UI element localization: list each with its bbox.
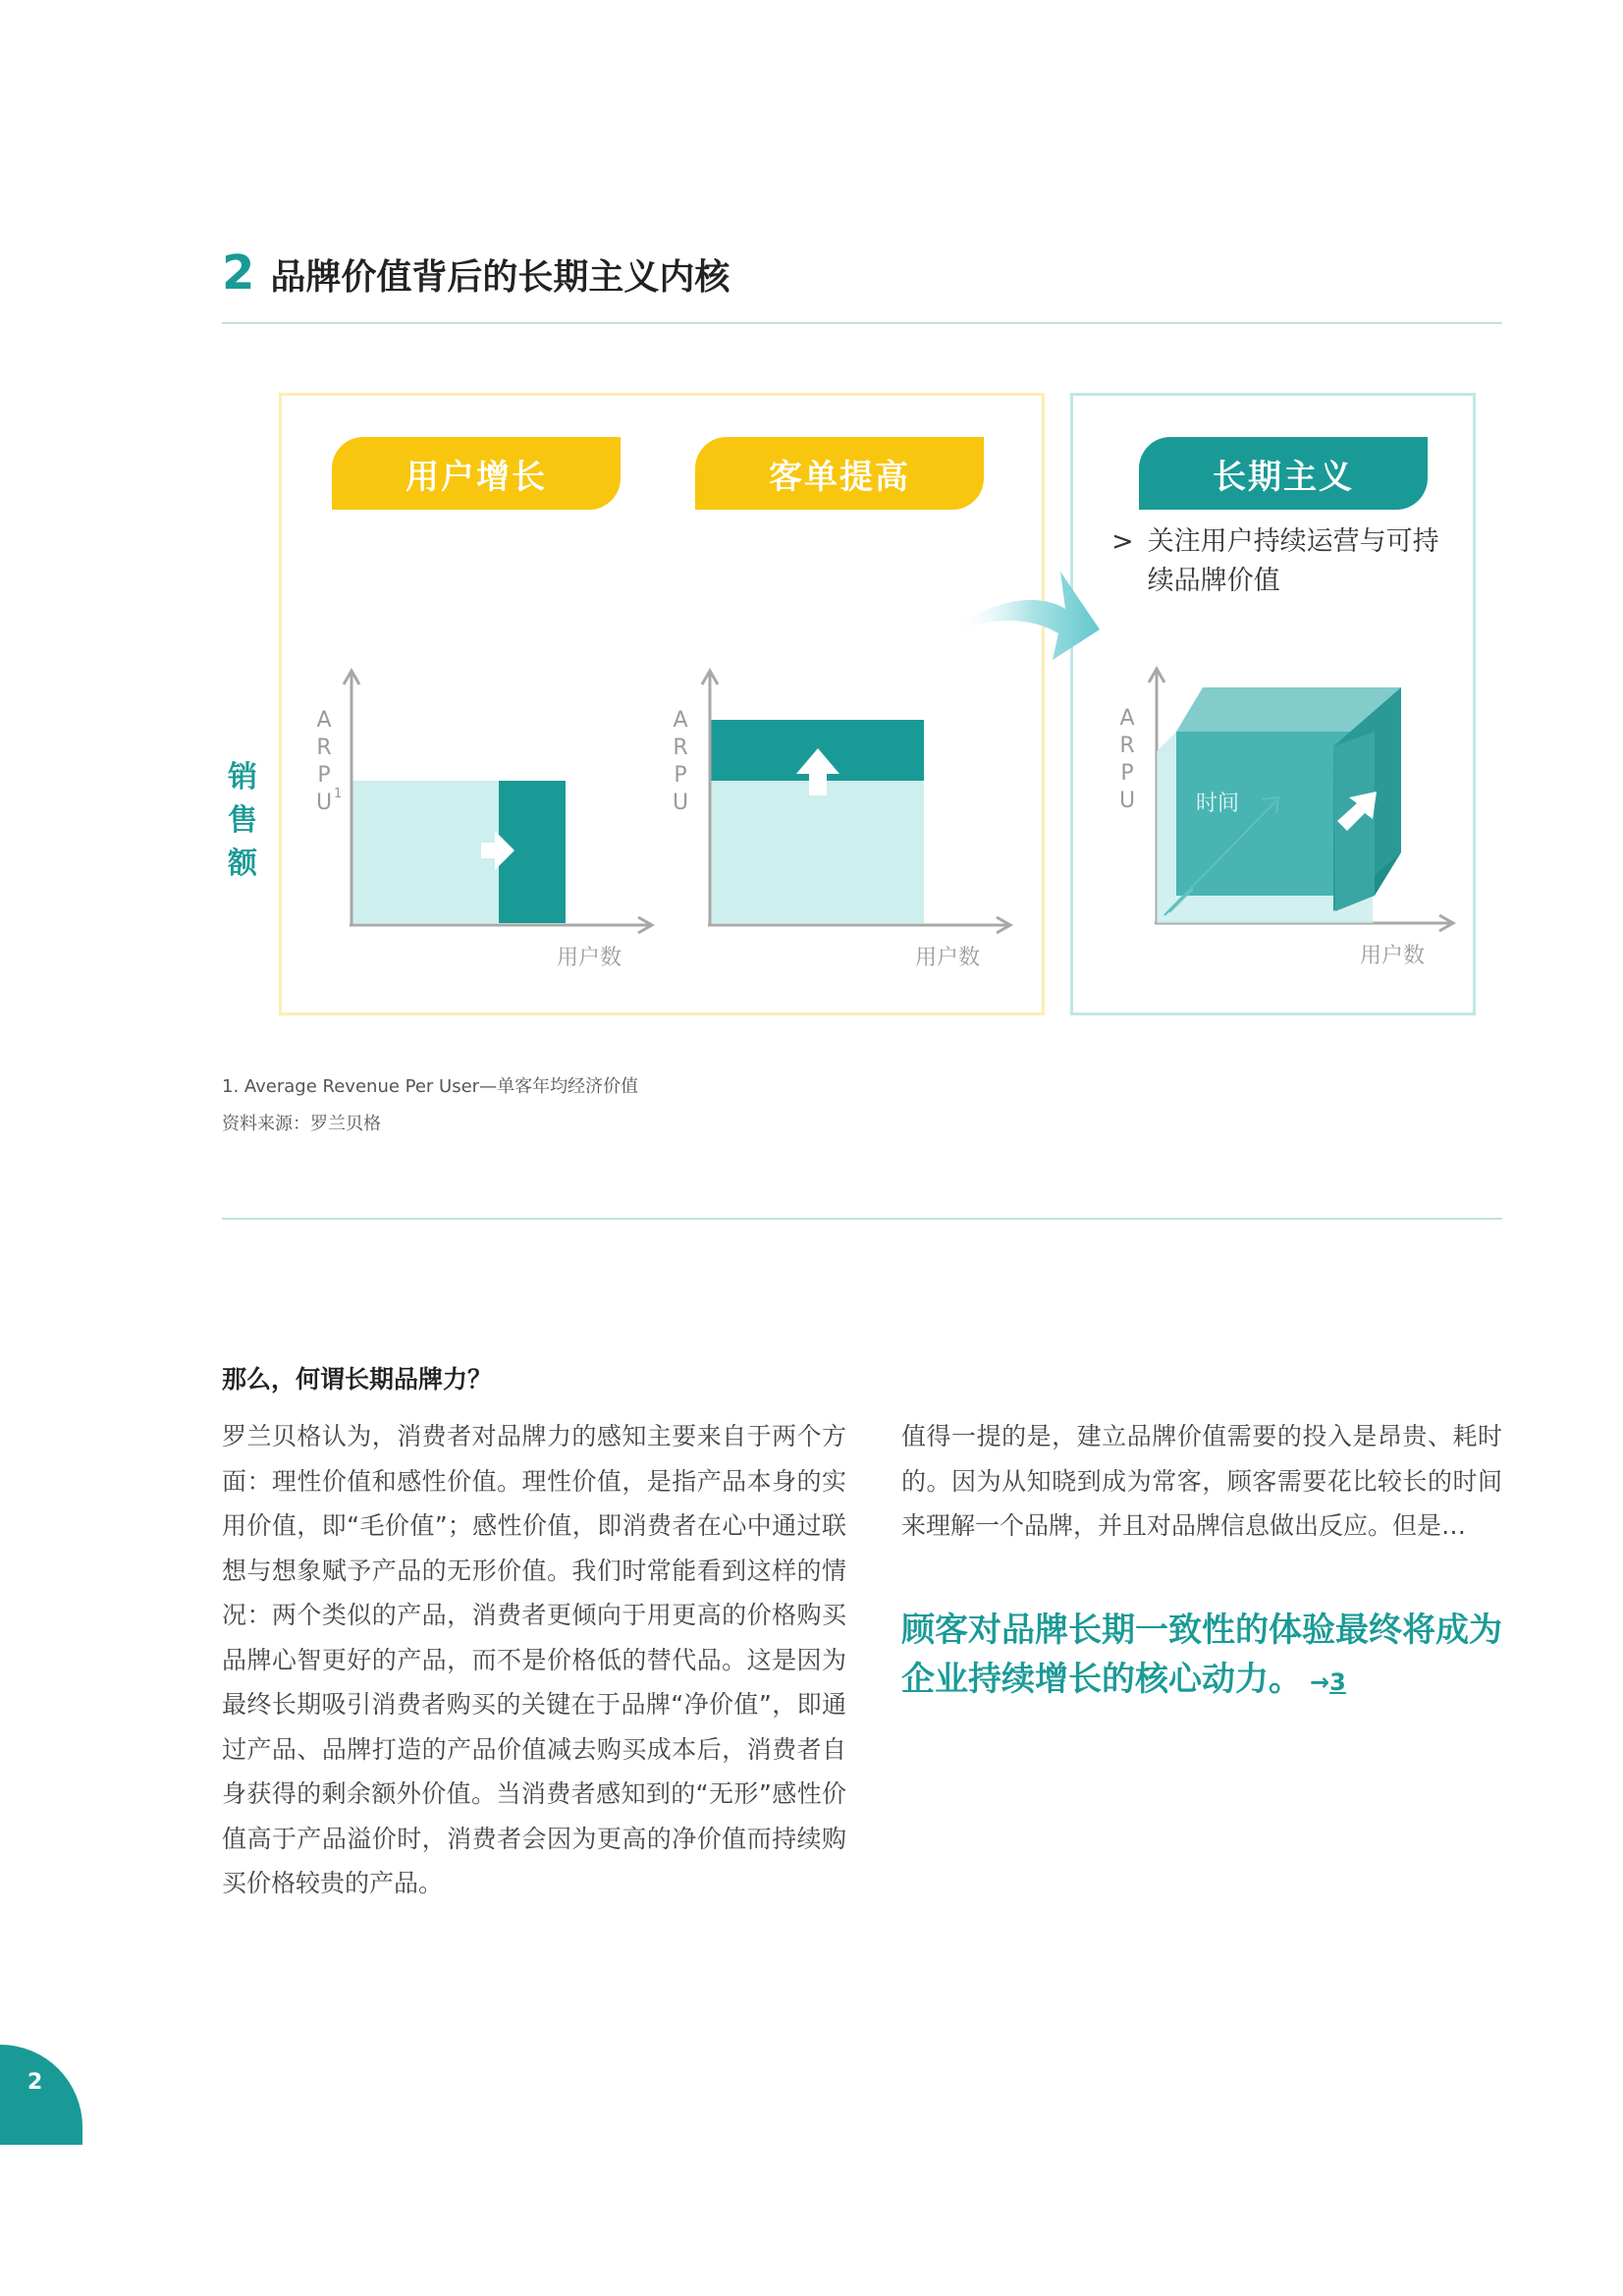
footnote-arpu: 1. Average Revenue Per User—单客年均经济价值 [222,1076,639,1097]
y-axis-letter: U [1118,789,1136,813]
figure-diagrams [0,0,1623,1080]
time-axis-label: 时间 [1196,792,1240,816]
section-title: 品牌价值背后的长期主义内核 [270,257,730,298]
highlight-text: 顾客对品牌长期一致性的体验最终将成为企业持续增长的核心动力。 [901,1611,1502,1699]
order-value-label: 客单提高 [695,437,984,510]
left-paragraph: 罗兰贝格认为，消费者对品牌力的感知主要来自于两个方面：理性价值和感性价值。理性价值，是指产品本身的实用价值，即“毛价值”；感性价值，即消费者在心中通过联想与想象赋予产品的无形价值。我们时常能看到这样的情况：两个类似的产品，消费者更倾向于用更高的价格购买品牌心智更好的产品，而不是价格低的替代品。这是因为最终长期吸引消费者购买的关键在于品牌“净价值”，即通过产品、品牌打造的产品价值减去购买成本后，消费者自身获得的剩余额外价值。当消费者感知到的“无形”感性价值高于产品溢价时，消费者会因为更高的净价值而持续购买价格较贵的产品。 [222,1422,846,1897]
y-axis-letter: A [673,708,688,733]
long-termism-label: 长期主义 [1139,437,1428,510]
y-axis-letter: R [673,736,688,760]
base-sales-area [352,781,499,923]
y-axis-letter: U [315,791,333,815]
base-sales-area [710,781,924,923]
user-growth-label: 用户增长 [332,437,621,510]
arrow-right-icon: → [1310,1668,1330,1696]
subsection-question: 那么，何谓长期品牌力？ [222,1365,493,1394]
y-axis-letter: P [1120,761,1134,786]
y-axis-letter: A [316,708,332,733]
x-axis-label: 用户数 [914,946,981,970]
y-axis-letter: R [316,736,332,760]
long-termism-note-text: 关注用户持续运营与可持续品牌价值 [1147,526,1439,596]
section-number: 2 [222,246,255,301]
sales-label: 销 售 额 [228,760,257,881]
y-axis-letter: U [672,791,689,815]
y-axis-letter: P [674,763,687,788]
reference-link[interactable] [1310,1668,1346,1696]
source-note: 资料来源：罗兰贝格 [222,1114,381,1134]
page-number-tab [0,2045,82,2145]
right-paragraph: 值得一提的是，建立品牌价值需要的投入是昂贵、耗时的。因为从知晓到成为常客，顾客需要花比较长的时间来理解一个品牌，并且对品牌信息做出反应。但是… [901,1422,1502,1540]
reference-number: 3 [1329,1668,1346,1696]
user-growth-diagram [316,671,652,970]
chevron-right-icon: > [1111,526,1134,557]
section-divider [222,1218,1502,1220]
order-value-diagram [673,671,1010,970]
x-axis-label: 用户数 [556,946,622,970]
footnote-marker: 1 [334,787,343,801]
curved-arrow-icon [950,572,1100,660]
y-axis-letter: A [1119,706,1135,731]
page-number: 2 [27,2070,43,2095]
x-axis-label: 用户数 [1359,944,1426,968]
y-axis-letter: P [317,763,331,788]
long-termism-diagram [1119,669,1453,968]
highlight-quote [901,1606,1510,1707]
y-axis-letter: R [1119,734,1135,758]
